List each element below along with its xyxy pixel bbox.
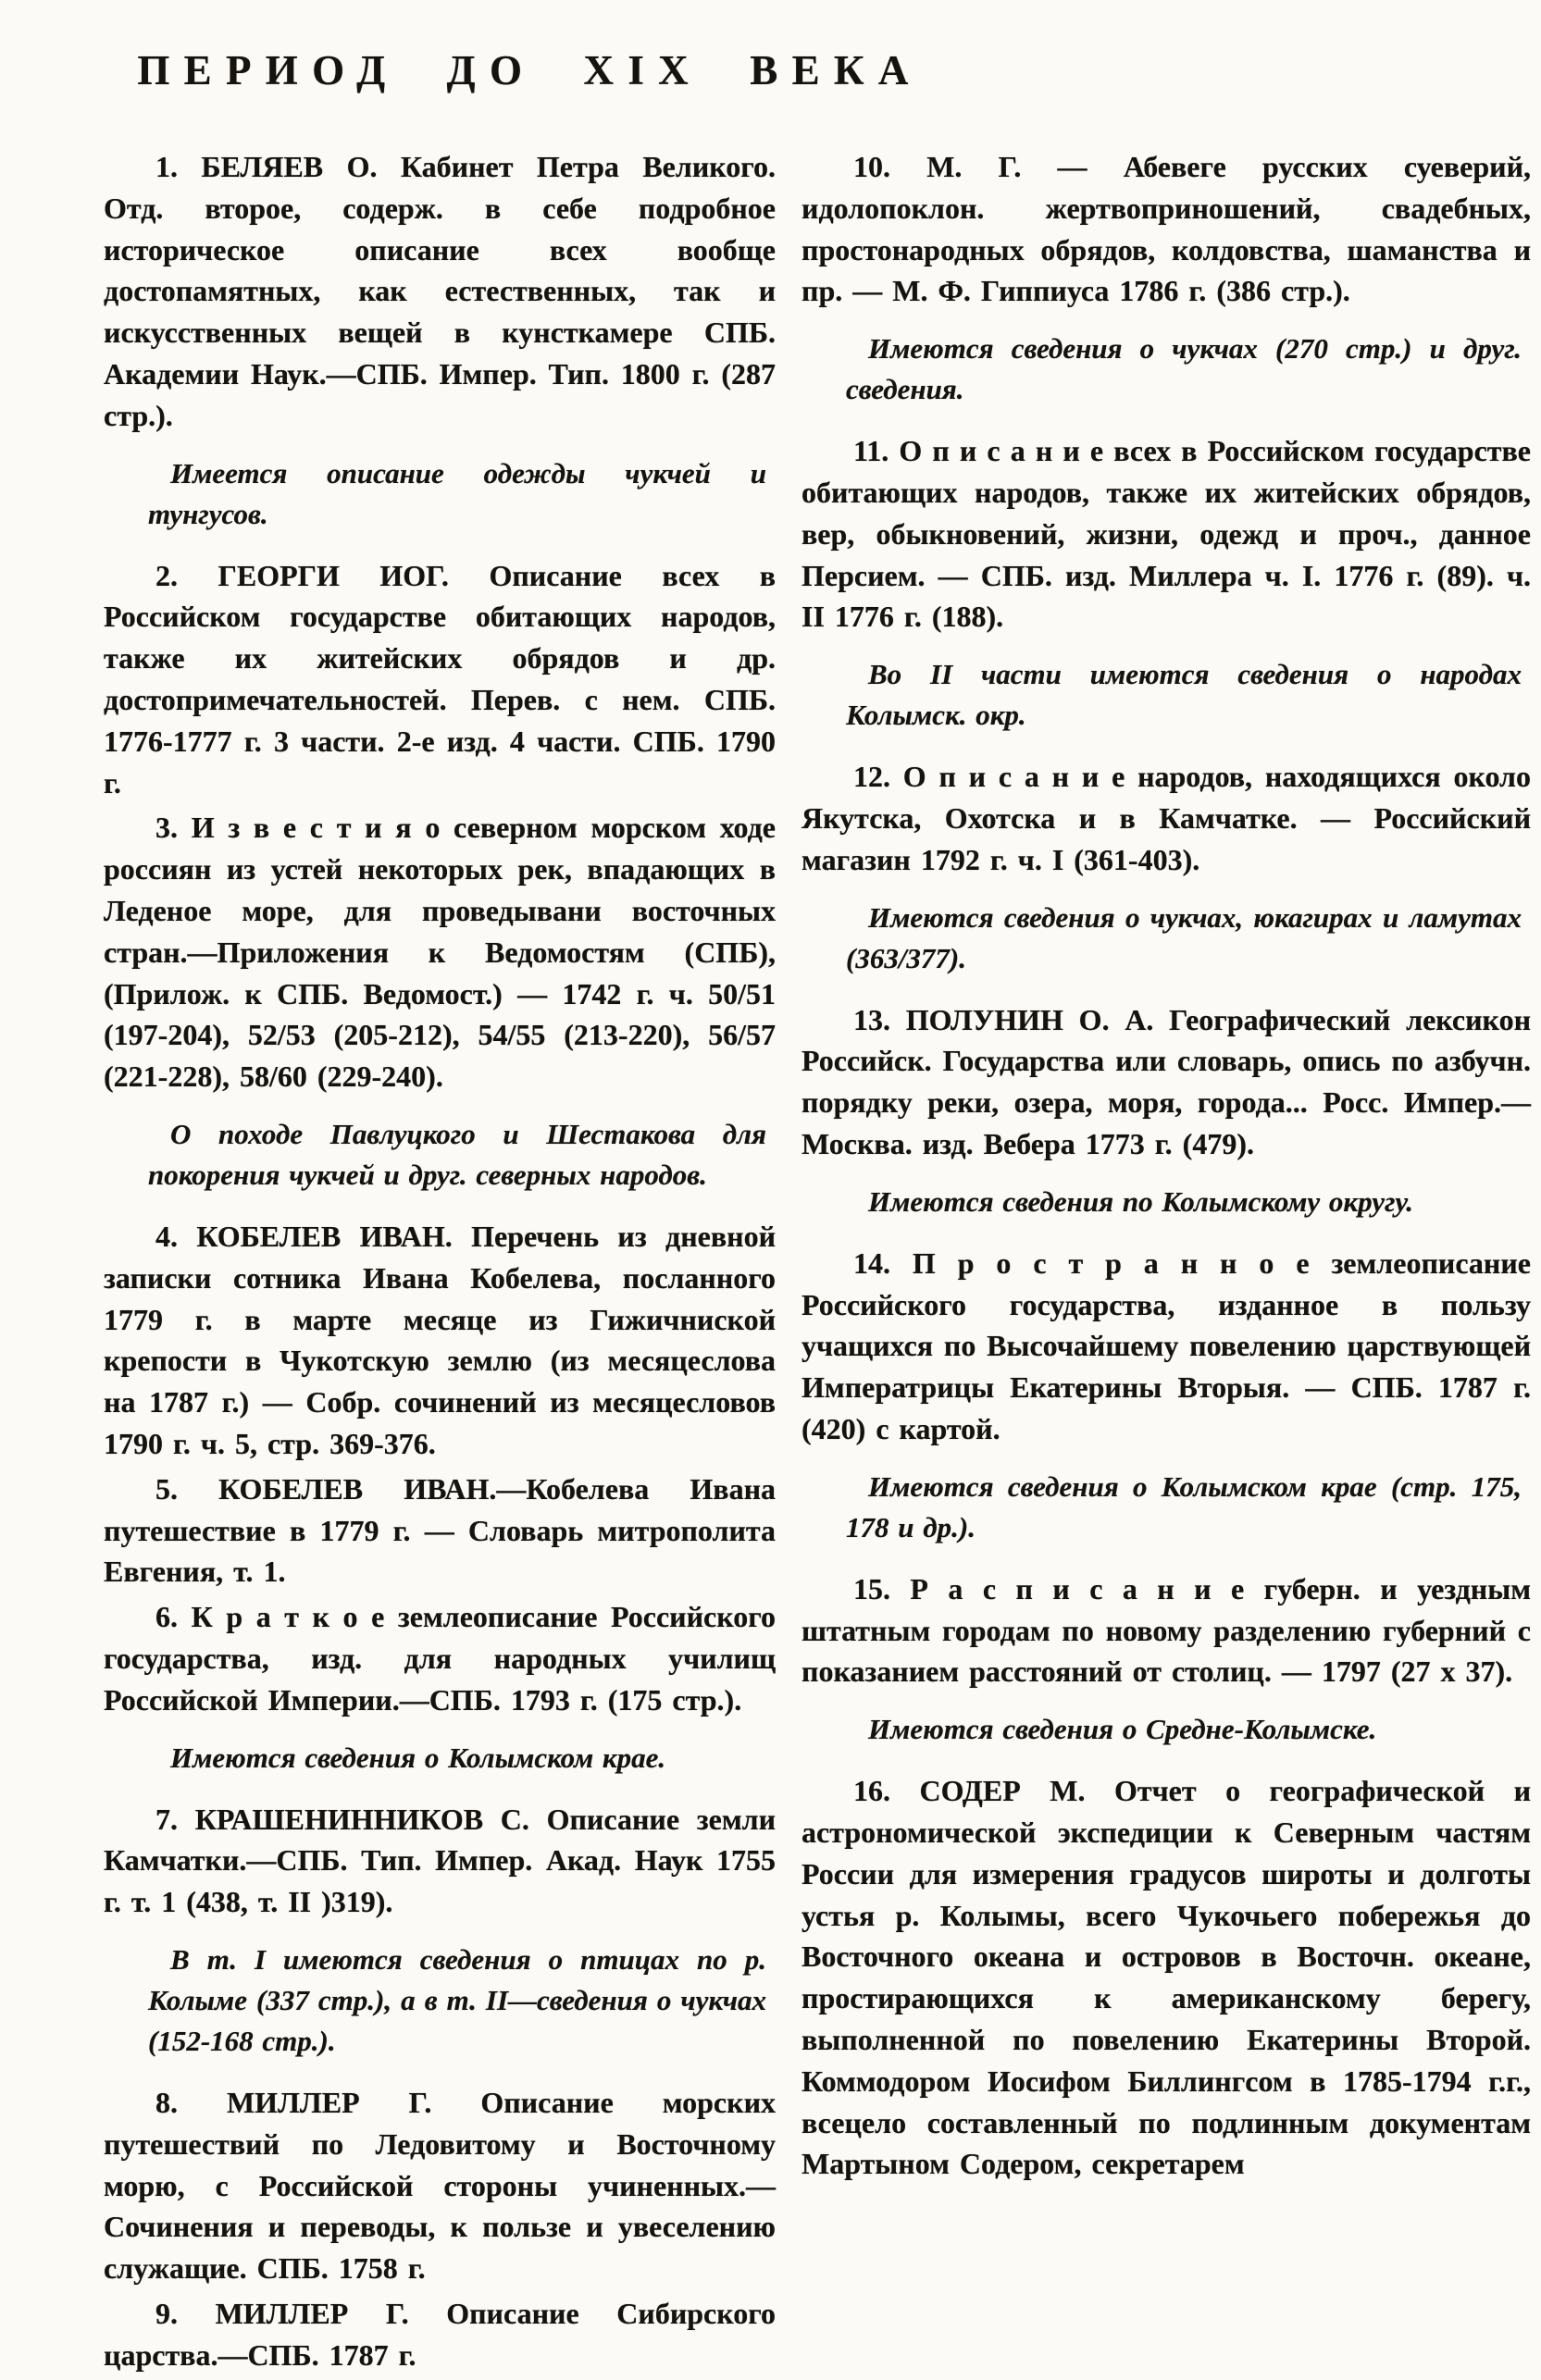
bibliography-entry: 10. М. Г. — Абевеге русских суеверий, идолопоклон. жертвоприношений, свадебных, простонародных обрядов, колдовства, шаманства и пр. — М. Ф. Гиппиуса 1786 г. (386 стр.).: [802, 150, 1531, 308]
bibliography-entry: 9. МИЛЛЕР Г. Описание Сибирского царства.—СПБ. 1787 г.: [104, 2297, 776, 2372]
masthead: [0, 0, 1060, 94]
bibliography-entry: 15. Р а с п и с а н и е губерн. и уездным штатным городам по новому разделению губерний с показанием расстояний от столиц. — 1797 (27 x 37).: [802, 1571, 1531, 1689]
bibliography-entry: 11. О п и с а н и е всех в Российском государстве обитающих народов, также их житейских обрядов, вер, обыкновений, жизни, одежд и проч., данное Персием. — СПБ. изд. Миллера ч. I. 1776 г. (89). ч. II 1776 г. (188).: [802, 434, 1531, 634]
bibliography-note: Имеются сведения по Колымскому округу.: [868, 1184, 1413, 1218]
two-column-text: [0, 94, 1541, 2380]
bibliography-note: Имеются сведения о чукчах, юкагирах и ламутах (363/377).: [846, 900, 1522, 974]
bibliography-note: О походе Павлуцкого и Шестакова для покорения чукчей и друг. северных народов.: [148, 1117, 766, 1191]
bibliography-entry: 13. ПОЛУНИН О. А. Географический лексикон Российск. Государства или словарь, опись по азбучн. порядку реки, озера, моря, города... Росс. Импер.—Москва. изд. Вебера 1773 г. (479).: [802, 1002, 1531, 1161]
bibliography-entry: 14. П р о с т р а н н о е землеописание Российского государства, изданное в пользу учащихся по Высочайшему повелению царствующей Императрицы Екатерины Вторыя. — СПБ. 1787 г. (420) с картой.: [802, 1246, 1531, 1446]
bibliography-note: Имеются сведения о Средне-Колымске.: [868, 1713, 1377, 1746]
left-column: [104, 146, 776, 2380]
bibliography-entry: 7. КРАШЕНИННИКОВ С. Описание земли Камчатки.—СПБ. Тип. Импер. Акад. Наук 1755 г. т. 1 (438, т. II )319).: [104, 1802, 776, 1919]
bibliography-note: Имеются сведения о чукчах (270 стр.) и друг. сведения.: [846, 332, 1522, 406]
bibliography-entry: 16. СОДЕР М. Отчет о географической и астрономической экспедиции к Северным частям России для измерения градусов широты и долготы устья р. Колымы, всего Чукочьего побережья до Восточного океана и островов в Восточн. океане, простирающихся к американскому берегу, выполненной по повелению Екатерины Второй. Коммодором Иосифом Биллингсом в 1785-1794 г.г., всецело составленный по подлинным документам Мартыном Содером, секретарем: [802, 1774, 1531, 2181]
bibliography-note: Во II части имеются сведения о народах Колымск. окр.: [846, 658, 1522, 732]
bibliography-entry: 4. КОБЕЛЕВ ИВАН. Перечень из дневной записки сотника Ивана Кобелева, посланного 1779 г. в марте месяце из Гижичниской крепости в Чукотскую землю (из месяцеслова на 1787 г.) — Собр. сочинений из месяцесловов 1790 г. ч. 5, стр. 369-376.: [104, 1220, 776, 1460]
bibliography-entry: 12. О п и с а н и е народов, находящихся около Якутска, Охотска и в Камчатке. — Российский магазин 1792 г. ч. I (361-403).: [802, 760, 1531, 876]
bibliography-entry: 6. К р а т к о е землеописание Российского государства, изд. для народных училищ Российской Империи.—СПБ. 1793 г. (175 стр.).: [104, 1600, 776, 1717]
bibliography-entry: 3. И з в е с т и я о северном морском ходе россиян из устей некоторых рек, впадающих в Леденое море, для проведывани восточных стран.—Приложения к Ведомостям (СПБ), (Прилож. к СПБ. Ведомост.) — 1742 г. ч. 50/51 (197-204), 52/53 (205-212), 54/55 (213-220), 56/57 (221-228), 58/60 (229-240).: [104, 811, 776, 1094]
bibliography-entry: 2. ГЕОРГИ ИОГ. Описание всех в Российском государстве обитающих народов, также их житейских обрядов и др. достопримечательностей. Перев. с нем. СПБ. 1776-1777 г. 3 части. 2-е изд. 4 части. СПБ. 1790 г.: [104, 558, 776, 800]
bibliography-entry: 8. МИЛЛЕР Г. Описание морских путешествий по Ледовитому и Восточному морю, с Российской стороны учиненных.—Сочинения и переводы, к пользе и увеселению служащие. СПБ. 1758 г.: [104, 2086, 776, 2286]
page-title: ПЕРИОД ДО XIX ВЕКА: [137, 47, 923, 93]
bibliography-note: Имеется описание одежды чукчей и тунгусов.: [148, 456, 766, 530]
bibliography-note: В т. I имеются сведения о птицах по р. Колыме (337 стр.), а в т. II—сведения о чукчах (152-168 стр.).: [148, 1942, 766, 2057]
bibliography-note: Имеются сведения о Колымском крае.: [170, 1741, 666, 1774]
bibliography-entry: 1. БЕЛЯЕВ О. Кабинет Петра Великого. Отд. второе, содерж. в себе подробное историческое описание всех вообще достопамятных, как естественных, так и искусственных вещей в кунсткамере СПБ. Академии Наук.—СПБ. Импер. Тип. 1800 г. (287 стр.).: [104, 150, 776, 432]
right-column: [802, 146, 1531, 2188]
bibliography-note: Имеются сведения о Колымском крае (стр. 175, 178 и др.).: [846, 1469, 1522, 1543]
bibliography-entry: 5. КОБЕЛЕВ ИВАН.—Кобелева Ивана путешествие в 1779 г. — Словарь митрополита Евгения, т. 1.: [104, 1471, 776, 1589]
